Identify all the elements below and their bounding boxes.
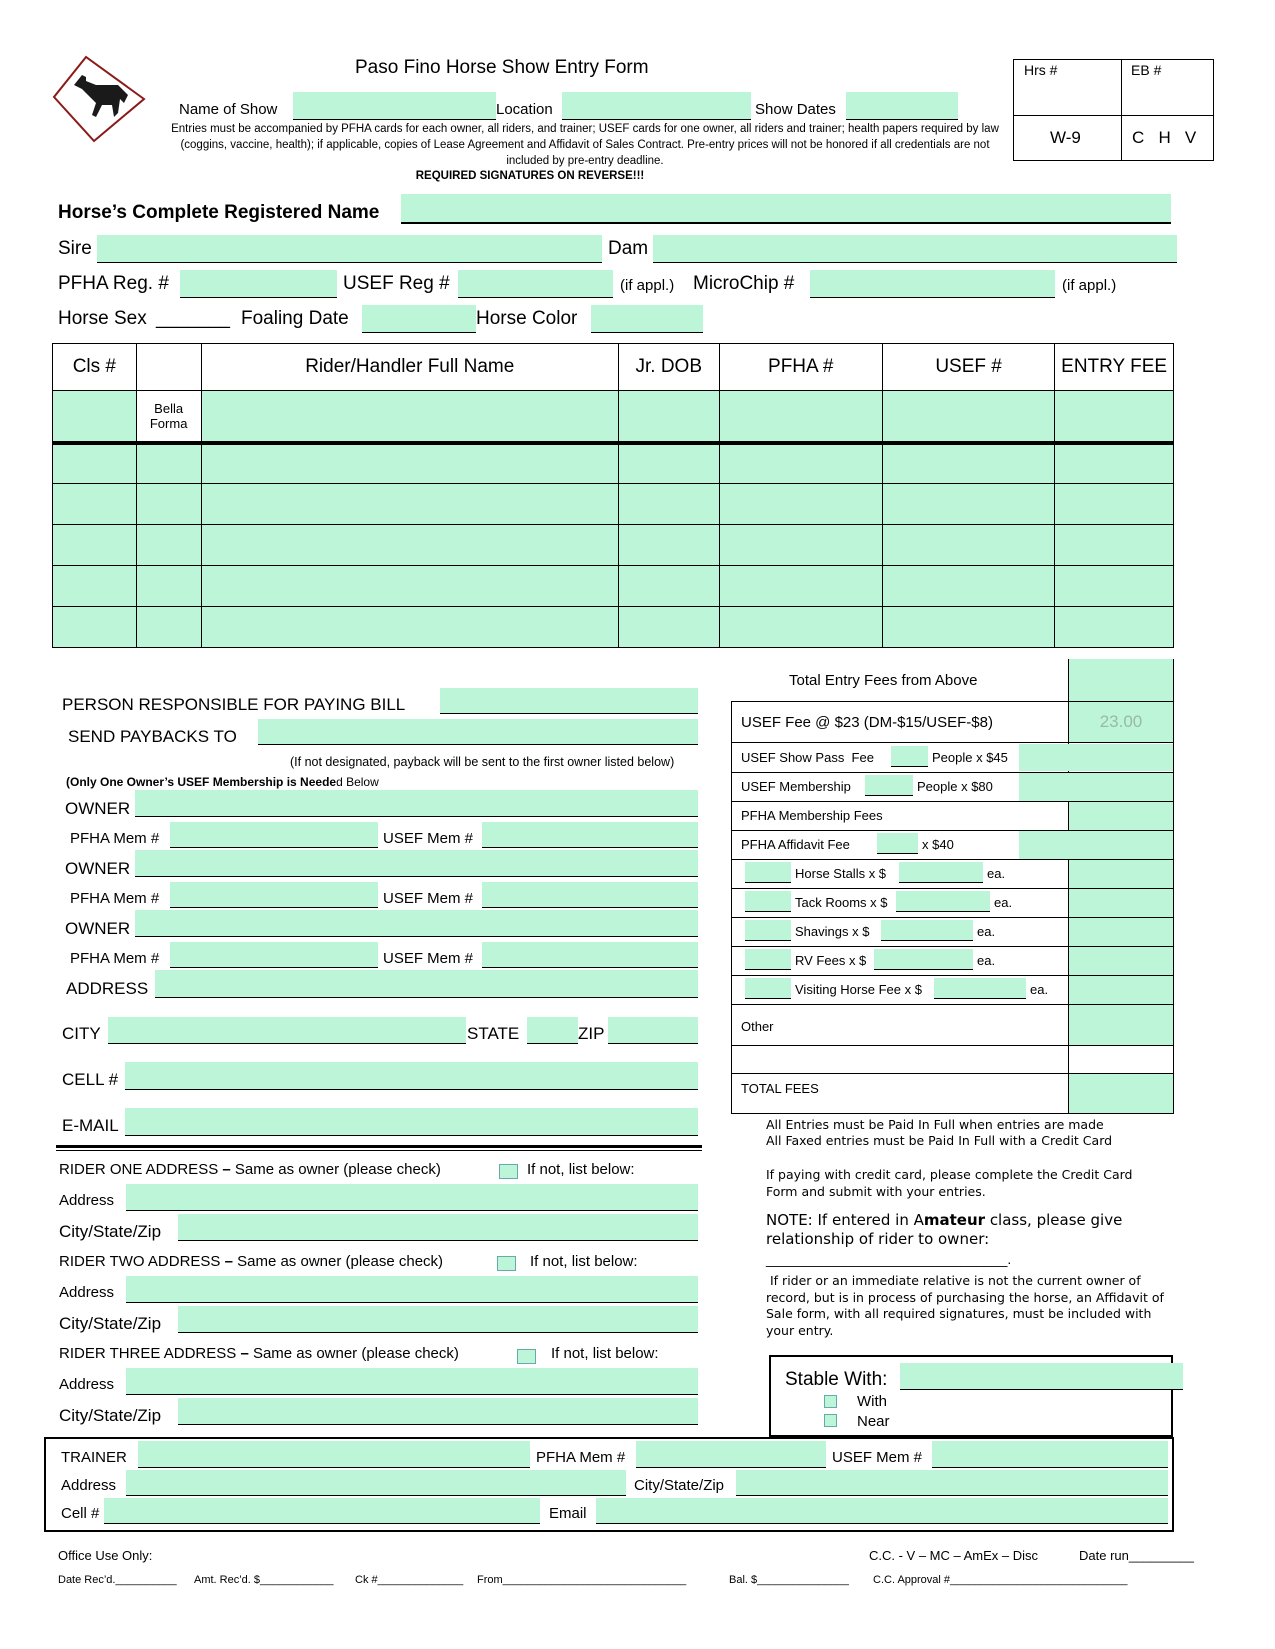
city-field[interactable] <box>108 1017 466 1044</box>
usef-reg-label: USEF Reg # <box>343 273 450 294</box>
rider-one-csz-field[interactable] <box>178 1214 698 1241</box>
microchip-field[interactable] <box>810 270 1055 298</box>
trainer-usef-field[interactable] <box>932 1441 1168 1468</box>
rider-two-csz-label: City/State/Zip <box>59 1314 162 1333</box>
owner-2-pfha-label: PFHA Mem # <box>70 890 160 907</box>
horse-color-field[interactable] <box>591 305 703 333</box>
name-of-show-label: Name of Show <box>179 101 278 118</box>
visiting-count-field[interactable] <box>745 978 791 999</box>
owner-3-label: OWNER <box>65 919 131 938</box>
rider-three-csz-label: City/State/Zip <box>59 1406 162 1425</box>
rider-three-if-not: If not, list below: <box>551 1345 659 1362</box>
balance: Bal. $_______________ <box>729 1574 849 1586</box>
from-field: From______________________________ <box>477 1574 687 1586</box>
rider-three-address-label: Address <box>59 1376 115 1393</box>
email-label: E-MAIL <box>62 1116 119 1135</box>
pfha-cell[interactable] <box>719 566 882 607</box>
rider-two-address-field[interactable] <box>126 1276 698 1303</box>
cc-types: C.C. - V – MC – AmEx – Disc <box>869 1548 1039 1563</box>
owner-1-usef-field[interactable] <box>482 822 698 848</box>
rider-cell[interactable] <box>201 566 618 607</box>
one-owner-note: (Only One Owner’s USEF Membership is Needed Below <box>66 775 379 789</box>
stable-with-field[interactable] <box>900 1363 1183 1390</box>
rider-two-address-label: Address <box>59 1284 115 1301</box>
sire-field[interactable] <box>97 235 602 263</box>
stable-with-box <box>769 1355 1173 1437</box>
pfha-cell[interactable] <box>719 443 882 484</box>
trainer-pfha-field[interactable] <box>636 1441 826 1468</box>
owner-1-pfha-field[interactable] <box>170 822 378 848</box>
usef-fee-value[interactable]: 23.00 <box>1069 702 1173 742</box>
rider-three-same-checkbox[interactable] <box>517 1349 536 1364</box>
pfha-membership-label: PFHA Membership Fees <box>741 808 883 823</box>
trainer-csz-label: City/State/Zip <box>634 1477 725 1494</box>
stable-near-option: Near <box>857 1413 890 1430</box>
foaling-date-label: Foaling Date <box>241 308 349 329</box>
hrs-label: Hrs # <box>1024 62 1058 78</box>
fee-cell[interactable] <box>1055 443 1174 484</box>
dam-field[interactable] <box>653 235 1177 263</box>
rider-cell[interactable] <box>201 607 618 648</box>
stalls-ea: ea. <box>987 866 1006 881</box>
pfha-reg-field[interactable] <box>180 270 337 298</box>
affidavit-count-field[interactable] <box>877 833 918 854</box>
owner-2-usef-field[interactable] <box>482 882 698 908</box>
show-pass-fee-field[interactable] <box>1019 744 1173 771</box>
stable-near-checkbox[interactable] <box>824 1414 837 1427</box>
office-use-label: Office Use Only: <box>58 1548 153 1563</box>
other-label: Other <box>741 1019 774 1034</box>
col-entry-fee: ENTRY FEE <box>1055 344 1174 391</box>
owner-2-label: OWNER <box>65 859 131 878</box>
table-row <box>53 607 1174 648</box>
dob-cell[interactable] <box>618 484 719 525</box>
shavings-label: Shavings x $ <box>795 924 870 939</box>
w9-label: W-9 <box>1050 128 1081 147</box>
office-box <box>1013 59 1214 161</box>
pfha-cell[interactable] <box>719 484 882 525</box>
rider-two-same-checkbox[interactable] <box>497 1256 516 1271</box>
date-recd: Date Rec’d.__________ <box>58 1574 177 1586</box>
usef-membership-fee-field[interactable] <box>1019 773 1173 801</box>
trainer-address-label: Address <box>61 1477 117 1494</box>
cls-cell[interactable] <box>53 566 137 607</box>
stable-with-label: Stable With: <box>785 1369 888 1390</box>
stalls-price-field[interactable] <box>899 862 983 883</box>
show-pass-tail: People x $45 <box>932 750 1008 765</box>
fee-cell[interactable] <box>1055 566 1174 607</box>
col-usef: USEF # <box>882 344 1054 391</box>
table-row <box>53 484 1174 525</box>
pfha-cell[interactable] <box>719 391 882 443</box>
cls-cell[interactable] <box>53 443 137 484</box>
owner-3-usef-label: USEF Mem # <box>383 950 474 967</box>
cell-field[interactable] <box>125 1062 698 1090</box>
cls-cell[interactable] <box>53 607 137 648</box>
person-responsible-field[interactable] <box>440 688 698 714</box>
rider-one-csz-label: City/State/Zip <box>59 1222 162 1241</box>
owner-1-usef-label: USEF Mem # <box>383 830 474 847</box>
table-row <box>53 443 1174 484</box>
rv-ea: ea. <box>977 953 996 968</box>
amt-recd: Amt. Rec’d. $____________ <box>194 1574 334 1586</box>
tack-price-field[interactable] <box>896 891 990 912</box>
section-divider-thin <box>56 1150 702 1151</box>
visiting-ea: ea. <box>1030 982 1049 997</box>
email-field[interactable] <box>125 1108 698 1136</box>
show-pass-label: USEF Show Pass Fee <box>741 750 874 765</box>
rider-two-header: RIDER TWO ADDRESS – Same as owner (please check) <box>59 1253 444 1270</box>
form-title: Paso Fino Horse Show Entry Form <box>355 57 649 78</box>
section-divider <box>56 1145 702 1148</box>
usef-reg-field[interactable] <box>458 270 613 298</box>
owner-2-field[interactable] <box>135 850 698 877</box>
affidavit-label: PFHA Affidavit Fee <box>741 837 850 852</box>
zip-field[interactable] <box>608 1017 698 1044</box>
logo <box>52 55 147 145</box>
fee-cell[interactable] <box>1055 391 1174 443</box>
cls-cell[interactable] <box>53 484 137 525</box>
if-appl-note-2: (if appl.) <box>1062 277 1117 294</box>
col-cls: Cls # <box>53 344 137 391</box>
horse-logo-icon <box>52 55 147 145</box>
owner-3-pfha-field[interactable] <box>170 942 378 968</box>
usef-cell[interactable] <box>882 484 1054 525</box>
owner-2-pfha-field[interactable] <box>170 882 378 908</box>
address-field[interactable] <box>155 970 698 998</box>
tack-ea: ea. <box>994 895 1013 910</box>
total-entry-label: Total Entry Fees from Above <box>789 672 978 689</box>
location-label: Location <box>496 101 553 118</box>
amateur-relationship-line[interactable]: _______________________________. <box>766 1251 1012 1267</box>
horse-sex-field[interactable]: _______ <box>156 308 230 329</box>
rider-one-same-checkbox[interactable] <box>499 1164 518 1179</box>
foaling-date-field[interactable] <box>362 305 476 333</box>
visiting-label: Visiting Horse Fee x $ <box>795 982 922 997</box>
stalls-count-field[interactable] <box>745 862 791 883</box>
entry-table <box>52 343 1174 648</box>
check-number: Ck #______________ <box>355 1574 464 1586</box>
rider-one-if-not: If not, list below: <box>527 1161 635 1178</box>
dob-cell[interactable] <box>618 525 719 566</box>
table-row <box>53 391 1174 443</box>
usef-cell[interactable] <box>882 566 1054 607</box>
paid-in-full-note: All Entries must be Paid In Full when entries are made All Faxed entries must be Paid In Full with a Credit Card <box>766 1117 1113 1148</box>
affidavit-note: If rider or an immediate relative is not the current owner of record, but is in process of purchasing the horse, an Affidavit of Sale form, with all required signatures, must be included with your entry. <box>766 1273 1164 1338</box>
rider-one-address-label: Address <box>59 1192 115 1209</box>
owner-1-label: OWNER <box>65 799 131 818</box>
amateur-note: NOTE: If entered in Amateur class, please give relationship of rider to owner: <box>766 1211 1123 1248</box>
usef-cell[interactable] <box>882 391 1054 443</box>
owner-3-field[interactable] <box>135 910 698 937</box>
name-of-show-field[interactable] <box>293 92 496 120</box>
rider-three-header: RIDER THREE ADDRESS – Same as owner (please check) <box>59 1345 459 1362</box>
owner-2-usef-label: USEF Mem # <box>383 890 474 907</box>
trainer-field[interactable] <box>138 1441 530 1468</box>
usef-membership-label: USEF Membership <box>741 779 851 794</box>
person-responsible-label: PERSON RESPONSIBLE FOR PAYING BILL <box>62 695 406 714</box>
table-row <box>53 525 1174 566</box>
show-dates-label: Show Dates <box>755 101 836 118</box>
tack-count-field[interactable] <box>745 891 791 912</box>
total-fees-label: TOTAL FEES <box>741 1081 819 1096</box>
blank-cell[interactable] <box>136 525 201 566</box>
usef-membership-people-field[interactable] <box>865 775 913 796</box>
blank-cell[interactable] <box>136 566 201 607</box>
trainer-box <box>44 1437 1174 1532</box>
rider-cell[interactable] <box>201 391 618 443</box>
usef-fee-label: USEF Fee @ $23 (DM-$15/USEF-$8) <box>741 714 993 731</box>
cls-cell[interactable] <box>53 525 137 566</box>
trainer-address-field[interactable] <box>126 1470 626 1496</box>
dob-cell[interactable] <box>618 391 719 443</box>
fee-cell[interactable] <box>1055 484 1174 525</box>
trainer-csz-field[interactable] <box>736 1470 1168 1496</box>
pfha-membership-fee-field[interactable] <box>1069 802 1173 830</box>
rider-cell[interactable] <box>201 443 618 484</box>
trainer-email-field[interactable] <box>596 1498 1168 1524</box>
city-label: CITY <box>62 1024 101 1043</box>
col-jr-dob: Jr. DOB <box>618 344 719 391</box>
if-appl-note: (if appl.) <box>620 277 675 294</box>
dob-cell[interactable] <box>618 443 719 484</box>
shavings-count-field[interactable] <box>745 920 791 941</box>
tack-label: Tack Rooms x $ <box>795 895 888 910</box>
dam-label: Dam <box>608 238 649 259</box>
usef-cell[interactable] <box>882 525 1054 566</box>
rider-cell[interactable] <box>201 525 618 566</box>
horse-sex-label: Horse Sex <box>58 308 147 329</box>
tack-fee-field[interactable] <box>1069 889 1173 917</box>
date-run: Date run_________ <box>1079 1548 1194 1563</box>
stalls-label: Horse Stalls x $ <box>795 866 887 881</box>
dob-cell[interactable] <box>618 566 719 607</box>
rider-two-if-not: If not, list below: <box>530 1253 638 1270</box>
trainer-email-label: Email <box>549 1505 587 1522</box>
other-fee-field[interactable] <box>1069 1005 1173 1045</box>
rider-one-address-field[interactable] <box>126 1184 698 1211</box>
rider-cell[interactable] <box>201 484 618 525</box>
credit-card-note: If paying with credit card, please complete the Credit Card Form and submit with your entries. <box>766 1167 1133 1199</box>
rv-price-field[interactable] <box>874 949 973 970</box>
eb-label: EB # <box>1131 62 1162 78</box>
blank-cell[interactable] <box>136 484 201 525</box>
pfha-cell[interactable] <box>719 525 882 566</box>
col-blank <box>136 344 201 391</box>
cell-label: CELL # <box>62 1070 119 1089</box>
stable-with-checkbox[interactable] <box>824 1395 837 1408</box>
shavings-ea: ea. <box>977 924 996 939</box>
trainer-label: TRAINER <box>61 1449 127 1466</box>
horse-name-label: Horse’s Complete Registered Name <box>58 202 380 223</box>
shavings-fee-field[interactable] <box>1069 918 1173 946</box>
rider-three-address-field[interactable] <box>126 1368 698 1395</box>
owner-3-pfha-label: PFHA Mem # <box>70 950 160 967</box>
show-dates-field[interactable] <box>846 92 958 120</box>
owner-1-pfha-label: PFHA Mem # <box>70 830 160 847</box>
owner-3-usef-field[interactable] <box>482 942 698 968</box>
stable-with-option: With <box>857 1393 887 1410</box>
trainer-cell-field[interactable] <box>104 1498 540 1524</box>
dob-cell[interactable] <box>618 607 719 648</box>
send-paybacks-label: SEND PAYBACKS TO <box>68 727 237 746</box>
fee-cell[interactable] <box>1055 607 1174 648</box>
rider-two-csz-field[interactable] <box>178 1306 698 1333</box>
owner-1-field[interactable] <box>135 790 698 817</box>
trainer-pfha-label: PFHA Mem # <box>536 1449 626 1466</box>
required-signatures: REQUIRED SIGNATURES ON REVERSE!!! <box>415 170 645 182</box>
col-rider-name: Rider/Handler Full Name <box>201 344 618 391</box>
microchip-label: MicroChip # <box>693 273 795 294</box>
chv-label: C H V <box>1132 128 1197 147</box>
rider-one-header: RIDER ONE ADDRESS – Same as owner (please check) <box>59 1161 441 1178</box>
affidavit-tail: x $40 <box>922 837 954 852</box>
zip-label: ZIP <box>578 1024 605 1043</box>
rider-three-csz-field[interactable] <box>178 1398 698 1425</box>
usef-cell[interactable] <box>882 443 1054 484</box>
trainer-cell-label: Cell # <box>61 1505 100 1522</box>
send-paybacks-field[interactable] <box>258 719 698 745</box>
usef-cell[interactable] <box>882 607 1054 648</box>
blank-cell[interactable] <box>136 607 201 648</box>
total-entry-field[interactable] <box>1069 659 1173 701</box>
bella-forma-note: Bella Forma <box>136 391 201 443</box>
pfha-cell[interactable] <box>719 607 882 648</box>
stalls-fee-field[interactable] <box>1069 860 1173 888</box>
shavings-price-field[interactable] <box>881 920 973 941</box>
horse-color-label: Horse Color <box>476 308 578 329</box>
horse-name-field[interactable] <box>401 194 1171 224</box>
rv-fee-field[interactable] <box>1069 947 1173 975</box>
rv-label: RV Fees x $ <box>795 953 867 968</box>
total-fees-field[interactable] <box>1069 1074 1173 1114</box>
sire-label: Sire <box>58 238 92 259</box>
blank-cell[interactable] <box>136 443 201 484</box>
usef-membership-tail: People x $80 <box>917 779 993 794</box>
pfha-reg-label: PFHA Reg. # <box>58 273 169 294</box>
entry-notice: Entries must be accompanied by PFHA cards for each owner, all riders, and trainer; USEF cards for one owner, all riders and trainer; health papers required by law (coggins, vaccine, health); if applicable, copies of Lease Agreement and Affidavit of Sales Contract. Pre-entry prices will not be honored if all credentials are not included by pre-entry deadline. <box>171 123 999 167</box>
visiting-fee-field[interactable] <box>1069 976 1173 1004</box>
address-label: ADDRESS <box>66 979 149 998</box>
col-pfha: PFHA # <box>719 344 882 391</box>
payback-note: (If not designated, payback will be sent to the first owner listed below) <box>290 755 675 769</box>
fee-table <box>731 659 1174 1114</box>
entry-table-header <box>53 344 1174 391</box>
state-label: STATE <box>467 1024 520 1043</box>
table-row <box>53 566 1174 607</box>
fee-cell[interactable] <box>1055 525 1174 566</box>
trainer-usef-label: USEF Mem # <box>832 1449 923 1466</box>
affidavit-fee-field[interactable] <box>1019 831 1173 859</box>
visiting-price-field[interactable] <box>934 978 1026 999</box>
location-field[interactable] <box>562 92 751 120</box>
cc-approval: C.C. Approval #_____________________________ <box>873 1574 1128 1586</box>
rv-count-field[interactable] <box>745 949 791 970</box>
show-pass-people-field[interactable] <box>891 746 928 767</box>
state-field[interactable] <box>527 1017 578 1044</box>
cls-cell[interactable] <box>53 391 137 443</box>
